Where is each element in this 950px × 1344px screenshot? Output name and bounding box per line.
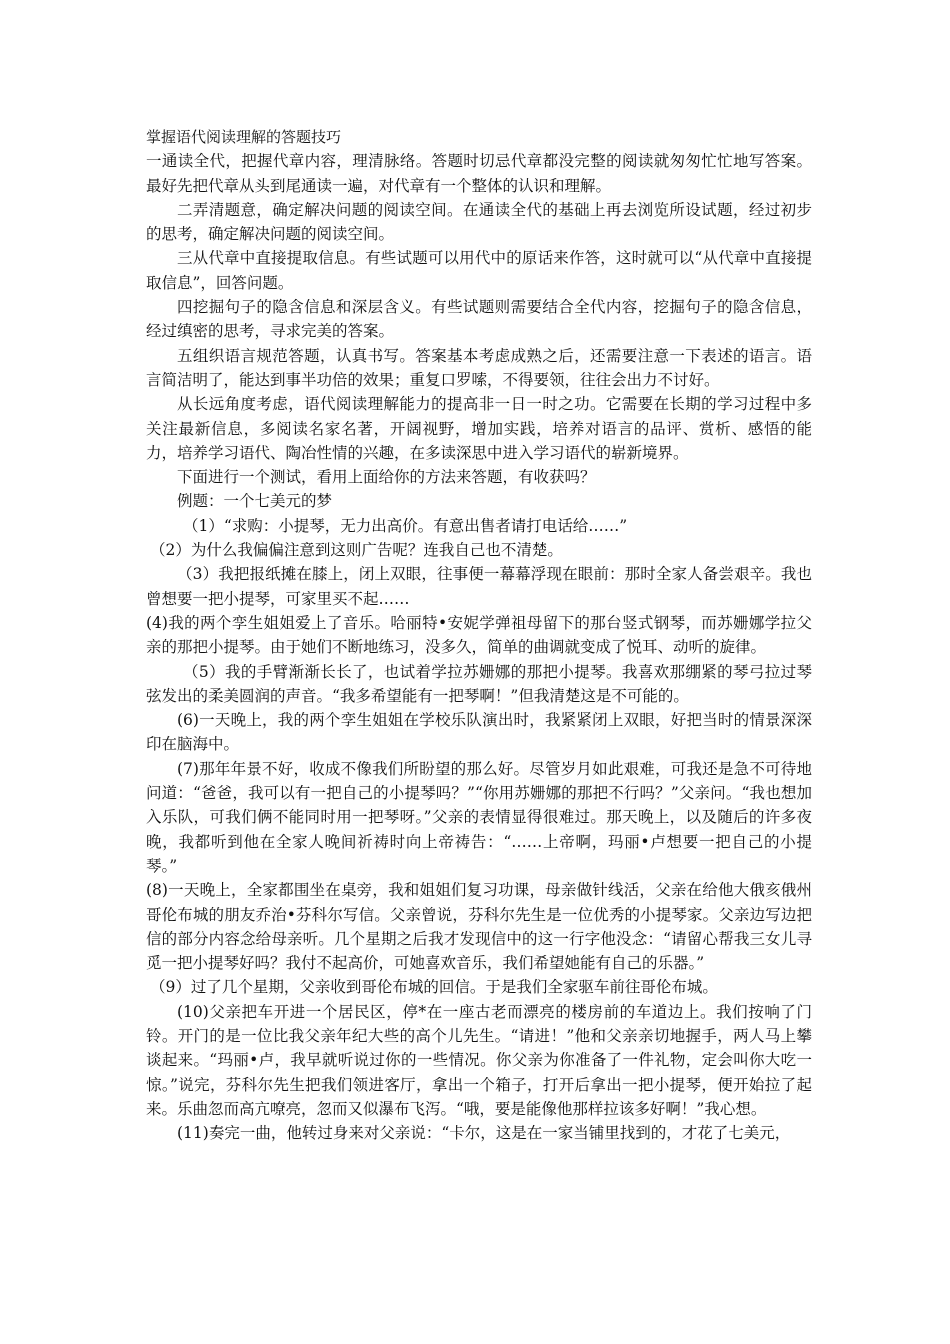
story-paragraph-7: (7)那年年景不好，收成不像我们所盼望的那么好。尽管岁月如此艰难，可我还是急不可待地问道：“爸爸，我可以有一把自己的小提琴吗？”“你用苏姗娜的那把不行吗？”父亲问。“我也想加入乐队，可我们俩不能同时用一把琴呀。”父亲的表情显得很难过。那天晚上，以及随后的许多夜晚，我都听到他在全家人晚间祈祷时向上帝祷告：“……上帝啊，玛丽•卢想要一把自己的小提琴。” — [146, 759, 812, 875]
document-page — [146, 125, 812, 1145]
story-paragraph-5: （5）我的手臂渐渐长长了，也试着学拉苏姗娜的那把小提琴。我喜欢那绷紧的琴弓拉过琴弦发出的柔美圆润的声音。“我多希望能有一把琴啊！”但我清楚这是不可能的。 — [146, 662, 812, 705]
story-paragraph-10: (10)父亲把车开进一个居民区，停*在一座古老而漂亮的楼房前的车道边上。我们按响了门铃。开门的是一位比我父亲年纪大些的高个儿先生。“请进！”他和父亲亲切地握手，两人马上攀谈起来。“玛丽•卢，我早就听说过你的一些情况。你父亲为你准备了一件礼物，定会叫你大吃一惊。”说完，芬科尔先生把我们领进客厅，拿出一个箱子，打开后拿出一把小提琴，便开始拉了起来。乐曲忽而高亢嘹亮，忽而又似瀑布飞泻。“哦，要是能像他那样拉该多好啊！”我心想。 — [146, 1002, 812, 1118]
paragraph-test-intro: 下面进行一个测试，看用上面给你的方法来答题，有收获吗？ — [177, 468, 596, 487]
story-paragraph-8: (8)一天晚上，全家都围坐在桌旁，我和姐姐们复习功课，母亲做针线活，父亲在给他大俄亥俄州哥伦布城的朋友乔治•芬科尔写信。父亲曾说，芬科尔先生是一位优秀的小提琴家。父亲边写边把信的部分内容念给母亲听。几个星期之后我才发现信中的这一行字他没念：“请留心帮我三女儿寻觅一把小提琴好吗？我付不起高价，可她喜欢音乐，我们希望她能有自己的乐器。” — [146, 881, 812, 973]
story-paragraph-2: （2）为什么我偏偏注意到这则广告呢？连我自己也不清楚。 — [150, 541, 563, 560]
document-title: 掌握语代阅读理解的答题技巧 — [146, 128, 342, 146]
paragraph-long-term: 从长远角度考虑，语代阅读理解能力的提高非一日一时之功。它需要在长期的学习过程中多关注最新信息，多阅读名家名著，开阔视野，增加实践，培养对语言的品评、赏析、感悟的能力，培养学习语代、陶冶性情的兴趣，在多读深思中进入学习语代的崭新境界。 — [146, 395, 812, 462]
paragraph-step-3: 三从代章中直接提取信息。有些试题可以用代中的原话来作答，这时就可以“从代章中直接提取信息”，回答问题。 — [146, 249, 812, 292]
story-paragraph-3: （3）我把报纸摊在膝上，闭上双眼，往事便一幕幕浮现在眼前：那时全家人备尝艰辛。我也曾想要一把小提琴，可家里买不起…… — [146, 565, 812, 608]
story-paragraph-1: （1）“求购：小提琴，无力出高价。有意出售者请打电话给……” — [183, 516, 628, 535]
paragraph-step-1: 一通读全代，把握代章内容，理清脉络。答题时切忌代章都没完整的阅读就匆匆忙忙地写答案。最好先把代章从头到尾通读一遍，对代章有一个整体的认识和理解。 — [146, 152, 812, 195]
paragraph-step-2: 二弄清题意，确定解决问题的阅读空间。在通读全代的基础上再去浏览所设试题，经过初步的思考，确定解决问题的阅读空间。 — [146, 200, 812, 244]
story-paragraph-11: (11)奏完一曲，他转过身来对父亲说：“卡尔，这是在一家当铺里找到的，才花了七美元， — [177, 1124, 791, 1143]
story-paragraph-4: (4)我的两个孪生姐姐爱上了音乐。哈丽特•安妮学弹祖母留下的那台竖式钢琴，而苏姗娜学拉父亲的那把小提琴。由于她们不断地练习，没多久，简单的曲调就变成了悦耳、动听的旋律。 — [146, 613, 812, 657]
story-paragraph-9: （9）过了几个星期，父亲收到哥伦布城的回信。于是我们全家驱车前往哥伦布城。 — [150, 978, 718, 997]
story-paragraph-6: (6)一天晚上，我的两个孪生姐姐在学校乐队演出时，我紧紧闭上双眼，好把当时的情景深深印在脑海中。 — [146, 711, 812, 754]
paragraph-step-4: 四挖掘句子的隐含信息和深层含义。有些试题则需要结合全代内容，挖掘句子的隐含信息，经过缜密的思考，寻求完美的答案。 — [146, 298, 812, 341]
paragraph-step-5: 五组织语言规范答题，认真书写。答案基本考虑成熟之后，还需要注意一下表述的语言。语言简洁明了，能达到事半功倍的效果；重复口罗嗦，不得要领，往往会出力不讨好。 — [146, 346, 812, 389]
example-title: 例题：一个七美元的梦 — [177, 492, 333, 511]
